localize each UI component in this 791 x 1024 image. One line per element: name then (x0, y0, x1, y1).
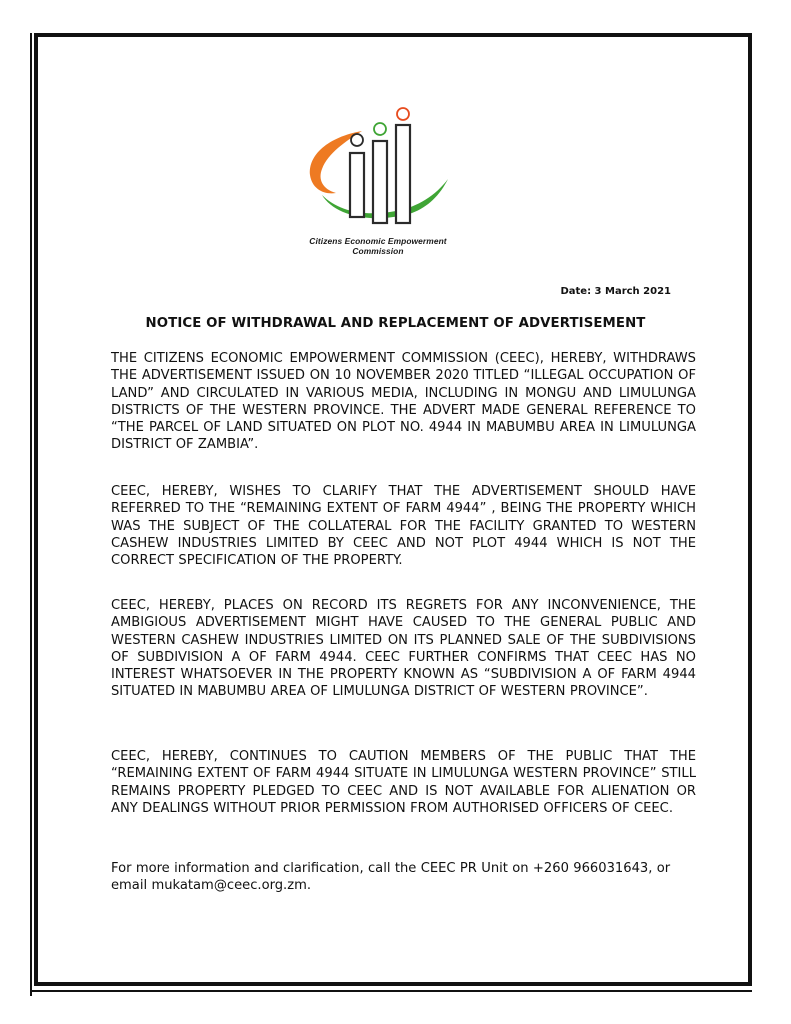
paragraph-regrets: CEEC, HEREBY, PLACES ON RECORD ITS REGRETS FOR ANY INCONVENIENCE, THE AMBIGIOUS ADVERTISEMENT MIGHT HAVE CAUSED TO THE GENERAL PUBLIC AND WESTERN CASHEW INDUSTRIES LIMITED ON ITS PLANNED SALE OF THE SUBDIVISIONS OF SUBDIVISION A OF FARM 4944. CEEC FURTHER CONFIRMS THAT CEEC HAS NO INTEREST WHATSOEVER IN THE PROPERTY KNOWN AS “SUBDIVISION A OF FARM 4944 SITUATED IN MABUMBU AREA OF LIMULUNGA DISTRICT OF WESTERN PROVINCE”. (111, 598, 696, 700)
notice-date: Date: 3 March 2021 (560, 286, 671, 297)
border-shadow-left (30, 33, 32, 996)
paragraph-clarification: CEEC, HEREBY, WISHES TO CLARIFY THAT THE ADVERTISEMENT SHOULD HAVE REFERRED TO THE “REMAINING EXTENT OF FARM 4944” , BEING THE PROPERTY WHICH WAS THE SUBJECT OF THE COLLATERAL FOR THE FACILITY GRANTED TO WESTERN CASHEW INDUSTRIES LIMITED BY CEEC AND NOT PLOT 4944 WHICH IS NOT THE CORRECT SPECIFICATION OF THE PROPERTY. (111, 484, 696, 569)
border-shadow-bottom (30, 990, 752, 992)
logo-caption (298, 236, 458, 256)
paragraph-withdrawal: THE CITIZENS ECONOMIC EMPOWERMENT COMMISSION (CEEC), HEREBY, WITHDRAWS THE ADVERTISEMENT ISSUED ON 10 NOVEMBER 2020 TITLED “ILLEGAL OCCUPATION OF LAND” AND CIRCULATED IN VARIOUS MEDIA, INCLUDING IN MONGU AND LIMULUNGA DISTRICTS OF THE WESTERN PROVINCE. THE ADVERT MADE GENERAL REFERENCE TO “THE PARCEL OF LAND SITUATED ON PLOT NO. 4944 IN MABUMBU AREA IN LIMULUNGA DISTRICT OF ZAMBIA”. (111, 351, 696, 453)
logo-caption-line2: Commission (352, 246, 404, 256)
paragraph-contact: For more information and clarification, call the CEEC PR Unit on +260 966031643, or email mukatam@ceec.org.zm. (111, 861, 671, 894)
page-title: NOTICE OF WITHDRAWAL AND REPLACEMENT OF ADVERTISEMENT (145, 316, 646, 331)
logo-caption-line1: Citizens Economic Empowerment (309, 236, 447, 246)
paragraph-caution: CEEC, HEREBY, CONTINUES TO CAUTION MEMBERS OF THE PUBLIC THAT THE “REMAINING EXTENT OF FARM 4944 SITUATE IN LIMULUNGA WESTERN PROVINCE” STILL REMAINS PROPERTY PLEDGED TO CEEC AND IS NOT AVAILABLE FOR ALIENATION OR ANY DEALINGS WITHOUT PRIOR PERMISSION FROM AUTHORISED OFFICERS OF CEEC. (111, 749, 696, 816)
